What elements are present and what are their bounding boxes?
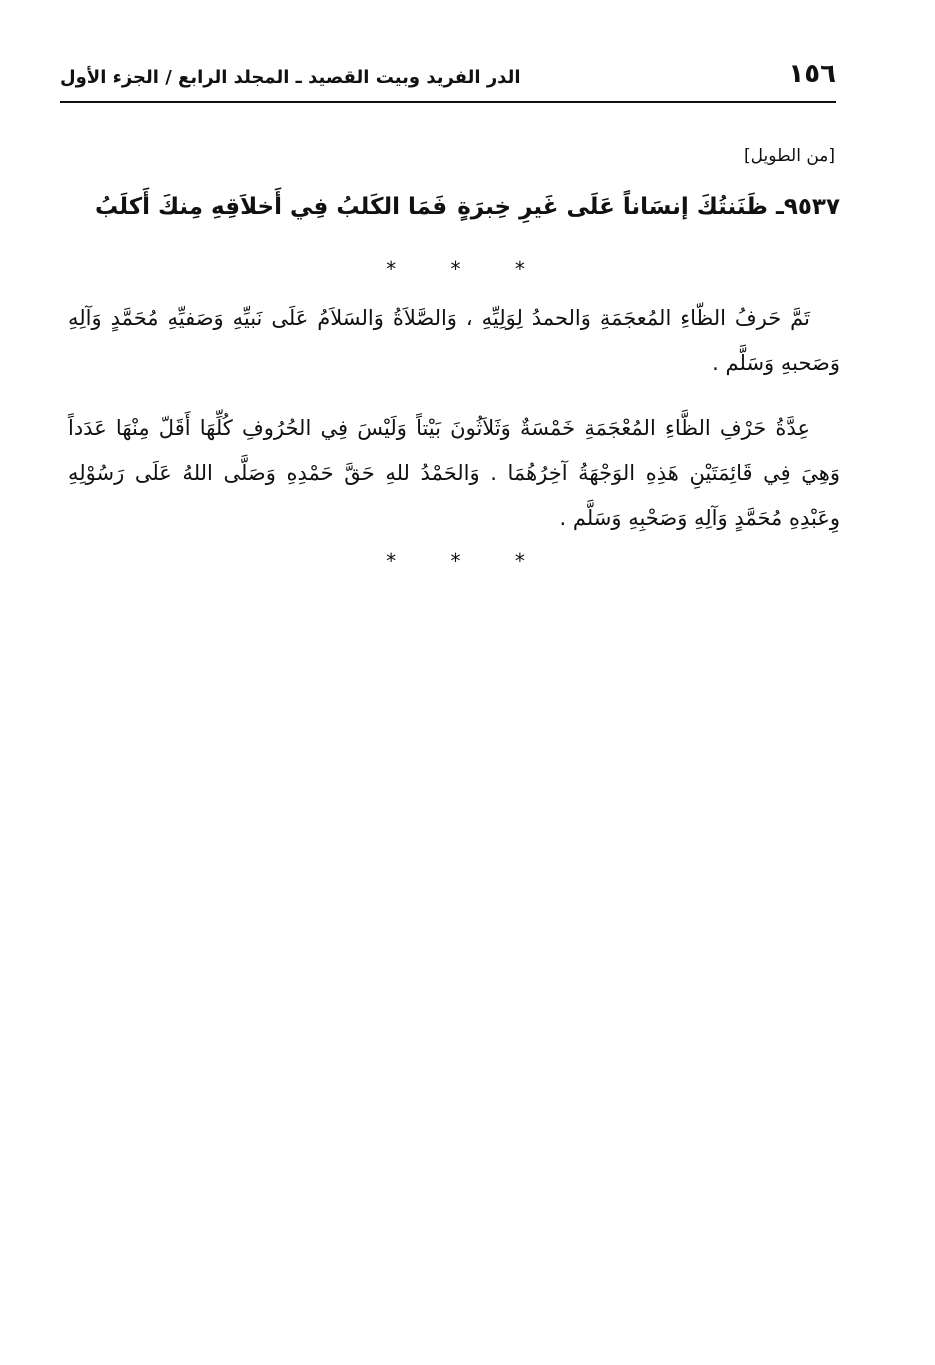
closing-paragraph-1: تَمَّ حَرفُ الظّاءِ المُعجَمَةِ وَالحمدُ لِوَلِيِّهِ ، وَالصَّلاَةُ وَالسَلاَمُ عَلَى نَبيِّهِ وَصَفيِّهِ مُحَمَّدٍ وَآلِهِ وَصَحبهِ وَسَلَّم . xyxy=(68,306,840,375)
verse-second-hemistich: فَمَا الكَلبُ فِي أَخلاَقِهِ مِنكَ أَكلَبُ xyxy=(95,194,448,220)
page-header xyxy=(60,55,836,103)
closing-paragraph-2: عِدَّةُ حَرْفِ الظَّاءِ المُعْجَمَةِ خَمْسَةٌ وَثَلاَثُونَ بَيْتاً وَلَيْسَ فِي الحُرُوفِ كُلِّهَا أَقَلّ مِنْهَا عَدَداً وَهِيَ فِي قَائِمَتَيْنِ هَذِهِ الوَجْهَةُ آخِرُهُمَا . وَالحَمْدُ للهِ حَقَّ حَمْدِهِ وَصَلَّى اللهُ عَلَى رَسُوْلِهِ وِعَبْدِهِ مُحَمَّدٍ وَآلِهِ وَصَحْبِهِ وَسَلَّم . xyxy=(68,416,840,530)
section-ornament: * * * xyxy=(386,257,549,281)
section-ornament-end: * * * xyxy=(386,549,549,573)
page-number: ١٥٦ xyxy=(788,59,836,89)
verse-first-hemistich: ٩٥٣٧ـ ظَنَنتُكَ إنسَاناً عَلَى غَيرِ خِبرَةٍ xyxy=(457,194,840,220)
verse-line xyxy=(95,190,840,230)
meter-label: [من الطويل] xyxy=(744,146,835,166)
running-title: الدر الفريد وبيت القصيد ـ المجلد الرابع / الجزء الأول xyxy=(60,67,521,88)
header-divider xyxy=(60,101,836,103)
